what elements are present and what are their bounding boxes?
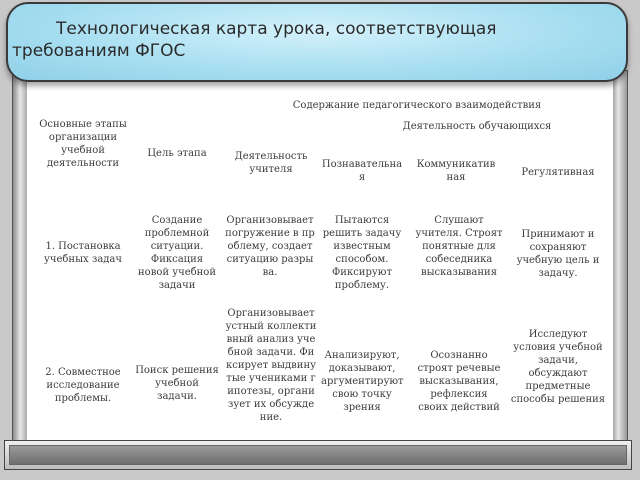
row2-teacher: Организовывает устный коллективный анализ учебной задачи. Фиксирует выдвинутые учениками гипотезы, организует их обсуждение. xyxy=(225,308,317,423)
row1-cognitive: Пытаются решить задачу известным способом. Фиксируют проблему. xyxy=(322,215,402,291)
header-goal: Цель этапа xyxy=(147,148,207,159)
row2-goal: Поиск решения учебной задачи. xyxy=(135,365,219,402)
header-communicative: Коммуникативная xyxy=(416,159,496,183)
header-teacher: Деятельность учителя xyxy=(234,151,308,175)
row2-stage: 2. Совместное исследование проблемы. xyxy=(45,367,121,404)
lesson-map-table xyxy=(27,80,613,440)
row1-goal: Создание проблемной ситуации. Фиксация новой учебной задачи xyxy=(138,215,216,291)
title-banner xyxy=(6,2,628,82)
header-content-group: Содержание педагогического взаимодействия xyxy=(292,100,542,111)
row1-stage: 1. Постановка учебных задач xyxy=(43,241,123,265)
bottom-frame-inset xyxy=(9,445,627,465)
bottom-frame-bar xyxy=(4,440,632,470)
slide-title: Технологическая карта урока, соответствующая требованиям ФГОС xyxy=(12,19,497,61)
row1-communicative: Слушают учителя. Строят понятные для собеседника высказывания xyxy=(415,215,503,278)
header-stages: Основные этапы организации учебной деятельности xyxy=(39,119,127,169)
row2-cognitive: Анализируют, доказывают, аргументируют свою точку зрения xyxy=(321,350,404,413)
row2-communicative: Осознанно строят речевые высказывания, рефлексия своих действий xyxy=(417,350,501,413)
row1-teacher: Организовывает погружение в проблему, создает ситуацию разрыва. xyxy=(225,215,315,278)
header-regulative: Регулятивная xyxy=(521,167,595,178)
row2-regulative: Исследуют условия учебной задачи, обсуждают предметные способы решения xyxy=(510,329,606,405)
row1-regulative: Принимают и сохраняют учебную цель и задачу. xyxy=(516,229,600,279)
header-cognitive: Познавательная xyxy=(321,159,403,183)
header-students-group: Деятельность обучающихся xyxy=(402,121,552,132)
